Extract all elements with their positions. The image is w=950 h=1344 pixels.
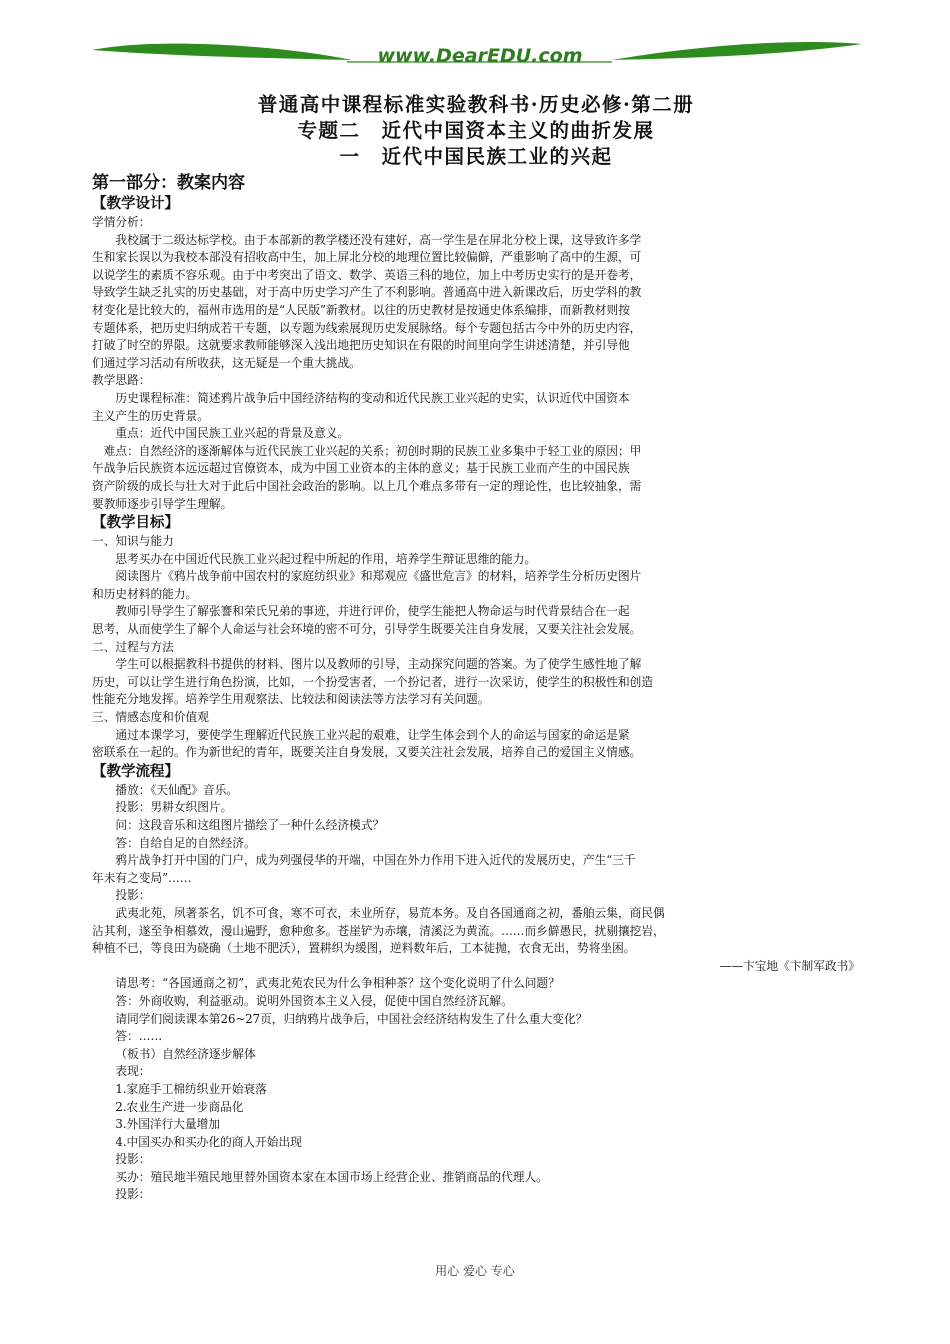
page-footer: 用心 爱心 专心 bbox=[435, 1264, 515, 1278]
list-item: 4.中国买办和买办化的商人开始出现 bbox=[115, 1134, 302, 1149]
design-line: 打破了时空的界限。这就要求教师能够深入浅出地把历史知识在有限的时间里向学生讲述清楚，并引导他 bbox=[92, 338, 630, 353]
flow-line: 年未有之变局”…… bbox=[92, 870, 192, 885]
flow-line: 鸦片战争打开中国的门户，成为列强侵华的开端，中国在外力作用下进入近代的发展历史，产生“三千 bbox=[115, 853, 636, 868]
design-line: 学情分析： bbox=[92, 215, 151, 229]
goal-line: 历史，可以让学生进行角色扮演，比如，一个扮受害者，一个扮记者，进行一次采访，使学生的积极性和创造 bbox=[92, 674, 654, 689]
doc-title-2: 专题二 近代中国资本主义的曲折发展 bbox=[297, 119, 655, 142]
leaf-left-icon bbox=[92, 44, 352, 60]
part-heading: 第一部分：教案内容 bbox=[92, 173, 245, 193]
list-item: 2.农业生产进一步商品化 bbox=[115, 1099, 244, 1114]
design-line: 生和家长误以为我校本部没有招收高中生，加上屏北分校的地理位置比较偏僻，严重影响了高中的生源，可 bbox=[92, 250, 642, 265]
goal-line: 三、情感态度和价值观 bbox=[92, 710, 209, 725]
goal-line: 思考买办在中国近代民族工业兴起过程中所起的作用，培养学生辩证思维的能力。 bbox=[115, 551, 537, 566]
design-line: 以说学生的素质不容乐观。由于中考突出了语文、数学、英语三科的地位，加上中考历史实行的是开卷考， bbox=[92, 267, 642, 282]
flow-line: 答：…… bbox=[115, 1029, 163, 1044]
leaf-right-icon bbox=[612, 42, 862, 60]
design-line: 难点：自然经济的逐渐解体与近代民族工业兴起的关系；初创时期的民族工业多集中于轻工业的原因；甲 bbox=[103, 443, 642, 458]
document-body bbox=[92, 92, 860, 1204]
list-item: 3.外国洋行大量增加 bbox=[115, 1117, 221, 1132]
flow-line: 沾其利，遂至争相慕效，漫山遍野，愈种愈多。苍崖铲为赤壤，清溪泛为黄流。……而乡僻愚民，扰剔攘挖岩， bbox=[92, 923, 665, 938]
flow-line: 投影：男耕女织图片。 bbox=[115, 800, 233, 815]
goal-line: 一、知识与能力 bbox=[92, 534, 174, 549]
design-line: 午战争后民族资本远远超过官僚资本，成为中国工业资本的主体的意义；基于民族工业而产生的中国民族 bbox=[92, 461, 630, 476]
list-item: 1.家庭手工棉纺织业开始衰落 bbox=[115, 1081, 267, 1096]
flow-line: 买办：殖民地半殖民地里替外国资本家在本国市场上经营企业、推销商品的代理人。 bbox=[115, 1169, 548, 1184]
design-line: 们通过学习活动有所收获，这无疑是一个重大挑战。 bbox=[92, 355, 361, 370]
design-line: 导致学生缺乏扎实的历史基础，对于高中历史学习产生了不利影响。普通高中进入新课改后，历史学科的教 bbox=[92, 285, 642, 300]
design-line: 资产阶级的成长与壮大对于此后中国社会政治的影响。以上几个难点多带有一定的理论性，也比较抽象，需 bbox=[92, 478, 642, 493]
doc-title-3: 一 近代中国民族工业的兴起 bbox=[339, 145, 613, 168]
goal-line: 性能充分地发挥。培养学生用观察法、比较法和阅读法等方法学习有关问题。 bbox=[92, 692, 490, 707]
section-teaching-flow: 【教学流程】 bbox=[92, 763, 179, 780]
design-line: 我校属于二级达标学校。由于本部新的教学楼还没有建好，高一学生是在屏北分校上课，这导致许多学 bbox=[115, 232, 642, 247]
site-url: www.DearEDU.com bbox=[377, 45, 583, 67]
flow-line: 答：自给自足的自然经济。 bbox=[115, 835, 256, 850]
flow-line: 请思考：“各国通商之初”，武夷北苑农民为什么争相种茶？这个变化说明了什么问题？ bbox=[115, 976, 560, 991]
goal-line: 二、过程与方法 bbox=[92, 639, 174, 654]
design-line: 教学思路： bbox=[92, 373, 151, 388]
goal-line: 思考，从而使学生了解个人命运与社会环境的密不可分，引导学生既要关注自身发展，又要关注社会发展。 bbox=[92, 622, 642, 637]
design-line: 重点：近代中国民族工业兴起的背景及意义。 bbox=[115, 426, 350, 441]
quote-source: ——卞宝地《卞制军政书》 bbox=[719, 958, 860, 973]
goal-line: 阅读图片《鸦片战争前中国农村的家庭纺织业》和郑观应《盛世危言》的材料，培养学生分析历史图片 bbox=[115, 569, 642, 584]
flow-line: 投影： bbox=[115, 1187, 151, 1202]
site-banner bbox=[92, 36, 862, 80]
goal-line: 和历史材料的能力。 bbox=[92, 586, 198, 601]
design-line: 历史课程标准：简述鸦片战争后中国经济结构的变动和近代民族工业兴起的史实，认识近代中国资本 bbox=[115, 390, 630, 405]
flow-line: 表现： bbox=[115, 1064, 151, 1079]
section-teaching-design: 【教学设计】 bbox=[92, 196, 179, 212]
flow-line: 投影： bbox=[115, 888, 151, 903]
goal-line: 教师引导学生了解张謇和荣氏兄弟的事迹，并进行评价，使学生能把人物命运与时代背景结合在一起 bbox=[115, 604, 630, 619]
design-line: 材变化是比较大的，福州市选用的是“人民版”新教材。以往的历史教材是按通史体系编排，而新教材则按 bbox=[92, 302, 630, 317]
doc-title-1: 普通高中课程标准实验教科书·历史必修·第二册 bbox=[257, 93, 695, 116]
flow-line: 武夷北苑，夙著茶名，饥不可食，寒不可衣，未业所存，易荒本务。及自各国通商之初，番舶云集，商民偶 bbox=[115, 905, 665, 920]
goal-line: 密联系在一起的。作为新世纪的青年，既要关注自身发展，又要关注社会发展，培养自己的爱国主义情感。 bbox=[92, 745, 642, 760]
flow-line: 种植不已，等良田为硗确（土地不肥沃），置耕织为缓图，逆料数年后，工本徒抛，衣食无出，势将坐困。 bbox=[92, 941, 636, 956]
goal-line: 学生可以根据教科书提供的材料、图片以及教师的引导，主动探究问题的答案。为了使学生感性地了解 bbox=[115, 657, 642, 672]
flow-line: 请同学们阅读课本第26~27页，归纳鸦片战争后，中国社会经济结构发生了什么重大变化？ bbox=[115, 1011, 588, 1026]
flow-line: 投影： bbox=[115, 1152, 151, 1167]
site-banner-graphic bbox=[92, 36, 862, 80]
flow-line: （板书）自然经济逐步解体 bbox=[115, 1046, 256, 1061]
flow-line: 问：这段音乐和这组图片描绘了一种什么经济模式？ bbox=[115, 818, 385, 832]
design-line: 主义产生的历史背景。 bbox=[92, 408, 209, 423]
flow-line: 答：外商收购，利益驱动。说明外国资本主义入侵，促使中国自然经济瓦解。 bbox=[115, 993, 513, 1008]
goal-line: 通过本课学习，要使学生理解近代民族工业兴起的艰难，让学生体会到个人的命运与国家的命运是紧 bbox=[115, 727, 630, 742]
section-teaching-goals: 【教学目标】 bbox=[92, 515, 179, 532]
design-line: 专题体系，把历史归纳成若干专题，以专题为线索展现历史发展脉络。每个专题包括古今中外的历史内容， bbox=[92, 320, 642, 335]
flow-line: 播放：《天仙配》音乐。 bbox=[115, 782, 239, 797]
design-line: 要教师逐步引导学生理解。 bbox=[92, 496, 233, 511]
